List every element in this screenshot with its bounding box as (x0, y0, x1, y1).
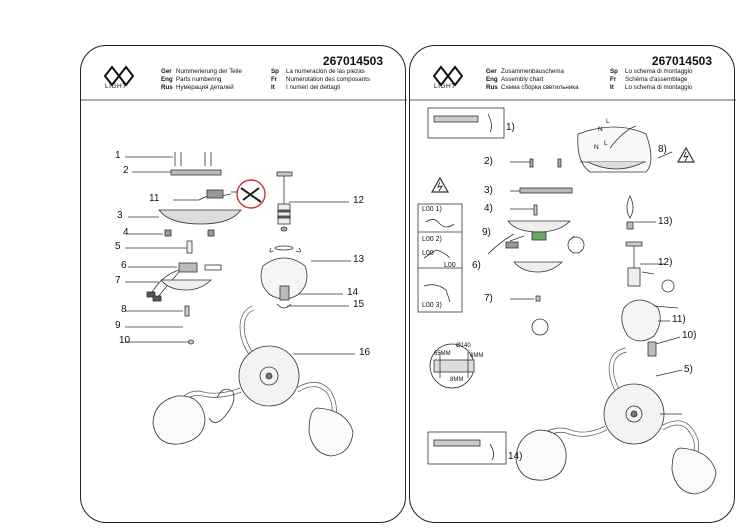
callout-9: 9 (115, 320, 121, 331)
terminal-l-1: L (606, 118, 610, 125)
dimension-diameter: Ø140 (456, 343, 471, 349)
callout-3: 3 (117, 210, 123, 221)
parts-drawing (81, 46, 407, 524)
article-code: 267014503 (651, 54, 712, 68)
callout-8: 8 (121, 304, 127, 315)
terminal-n-1: N (598, 126, 603, 133)
header-fr: Fr Numérotation des composants (271, 76, 370, 84)
parts-numbering-sheet (80, 45, 406, 523)
header-fr: Fr Schéma d'assemblage (610, 76, 688, 84)
step-1-label: 1) (506, 122, 515, 133)
header-sp: Sp La numeración de las piezas (271, 68, 365, 75)
header-rus: Rus Схема сборки светильника (486, 84, 579, 92)
step-8-label: 8) (658, 144, 667, 155)
callout-16: 16 (359, 347, 371, 358)
step-2-label: 2) (484, 156, 493, 167)
callout-6: 6 (121, 260, 127, 271)
step-7-label: 7) (484, 293, 493, 304)
step-6-label: 6) (472, 260, 481, 271)
step-9-label: 9) (482, 227, 491, 238)
step-10-label: 10) (682, 330, 697, 341)
callout-14: 14 (347, 287, 359, 298)
step-5-label: 5) (684, 364, 693, 375)
callout-7: 7 (115, 275, 121, 286)
step-4-label: 4) (484, 203, 493, 214)
header-ger: Ger Zusammenbauschema (486, 68, 564, 75)
callout-2: 2 (123, 165, 129, 176)
terminal-l-2: L (604, 140, 608, 147)
callout-10: 10 (119, 335, 131, 346)
logo-text: LIGHT (434, 83, 456, 90)
callout-1: 1 (115, 150, 121, 161)
dimension-8mm: 8MM (450, 377, 464, 383)
callout-4: 4 (123, 227, 129, 238)
step-12-label: 12) (658, 257, 673, 268)
assembly-drawing (410, 46, 736, 524)
wire-label-l00-1: L00 1) (422, 206, 442, 213)
wire-label-l00-5: L00 3) (422, 302, 442, 309)
step-11-label: 11) (672, 314, 686, 325)
callout-11: 11 (149, 193, 160, 204)
header-rus: Rus Нумерация деталей (161, 84, 234, 92)
callout-5: 5 (115, 241, 121, 252)
assembly-chart-sheet (409, 45, 735, 523)
header-it: It Lo schema di montaggio (610, 84, 693, 92)
dimension-6mm: 6MM (470, 353, 484, 359)
header-ger: Ger Nummerierung der Teile (161, 68, 242, 75)
step-13-label: 13) (658, 216, 673, 227)
callout-13: 13 (353, 254, 365, 265)
wire-label-l00-2: L00 2) (422, 236, 442, 243)
logo-text: LIGHT (105, 83, 127, 90)
dimension-65mm: 65MM (434, 351, 451, 357)
callout-15: 15 (353, 299, 365, 310)
wire-label-l00-3: L00 (422, 250, 434, 257)
terminal-n-2: N (594, 144, 599, 151)
header-eng: Eng Assembly chart (486, 76, 544, 84)
header-it: It I numeri dei dettagli (271, 84, 340, 92)
header-eng: Eng Parts numbering (161, 76, 222, 84)
article-code: 267014503 (322, 54, 383, 68)
wire-label-l00-4: L00 (444, 262, 456, 269)
callout-12: 12 (353, 195, 365, 206)
header-sp: Sp Lo schema di montaggio (610, 68, 693, 75)
step-3-label: 3) (484, 185, 493, 196)
step-14-label: 14) (508, 451, 523, 462)
